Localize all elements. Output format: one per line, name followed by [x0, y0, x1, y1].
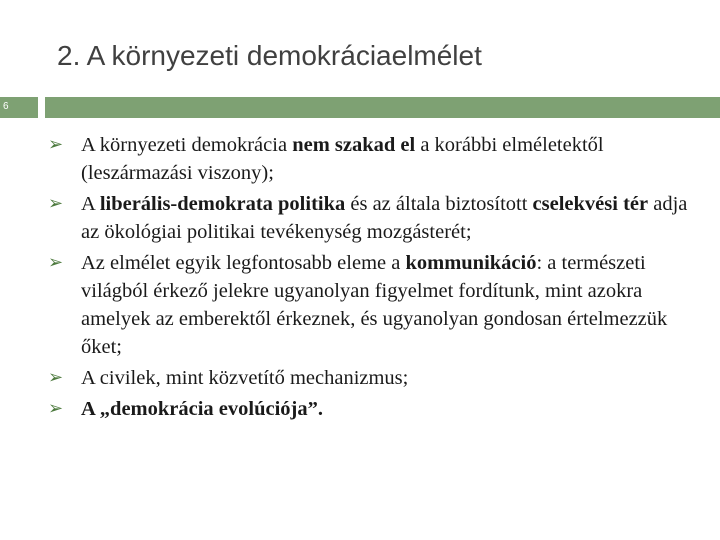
bullet-text-bold: kommunikáció: [405, 252, 537, 274]
arrowhead-bullet-icon: ➢: [48, 398, 64, 419]
bullet-list: [48, 131, 688, 426]
arrowhead-bullet-icon: ➢: [48, 252, 64, 273]
bullet-text-part: és az általa biztosított: [345, 193, 533, 215]
bullet-text-part: A: [81, 193, 100, 215]
slide-number: 6: [3, 101, 9, 112]
bullet-text-part: : a természeti világból érkező jelekre ugyanolyan figyelmet fordítunk, mint azokra amelyek az emberektől érkeznek, és ugyanolyan gondosan értelmezzük őket;: [81, 252, 668, 358]
bullet-text-part: A civilek, mint közvetítő mechanizmus;: [81, 367, 409, 389]
title-underline-bar: [45, 97, 720, 118]
bullet-text-part: a korábbi elméletektől (leszármazási viszony);: [81, 134, 604, 184]
bullet-item: [48, 364, 688, 392]
arrowhead-bullet-icon: ➢: [48, 367, 64, 388]
bullet-text: [81, 398, 323, 420]
arrowhead-bullet-icon: ➢: [48, 134, 64, 155]
bullet-item: [48, 395, 688, 423]
bullet-text-part: Az elmélet egyik legfontosabb eleme a: [81, 252, 406, 274]
slide-title: 2. A környezeti demokráciaelmélet: [57, 40, 482, 71]
bullet-text-bold: nem szakad el: [292, 134, 416, 156]
bullet-text-bold: A „demokrácia evolúciója”.: [81, 398, 323, 420]
bullet-text: [81, 134, 604, 184]
bullet-item: [48, 190, 688, 246]
arrowhead-bullet-icon: ➢: [48, 193, 64, 214]
bullet-text-bold: liberális-demokrata politika: [99, 193, 346, 215]
bullet-item: [48, 249, 688, 361]
bullet-text: [81, 252, 667, 358]
bullet-text-bold: cselekvési tér: [532, 193, 649, 215]
bullet-text: [81, 367, 408, 389]
bullet-item: [48, 131, 688, 187]
bullet-text: [81, 193, 687, 243]
bullet-text-part: adja az ökológiai politikai tevékenység mozgásterét;: [81, 193, 688, 243]
bullet-text-part: A környezeti demokrácia: [81, 134, 293, 156]
